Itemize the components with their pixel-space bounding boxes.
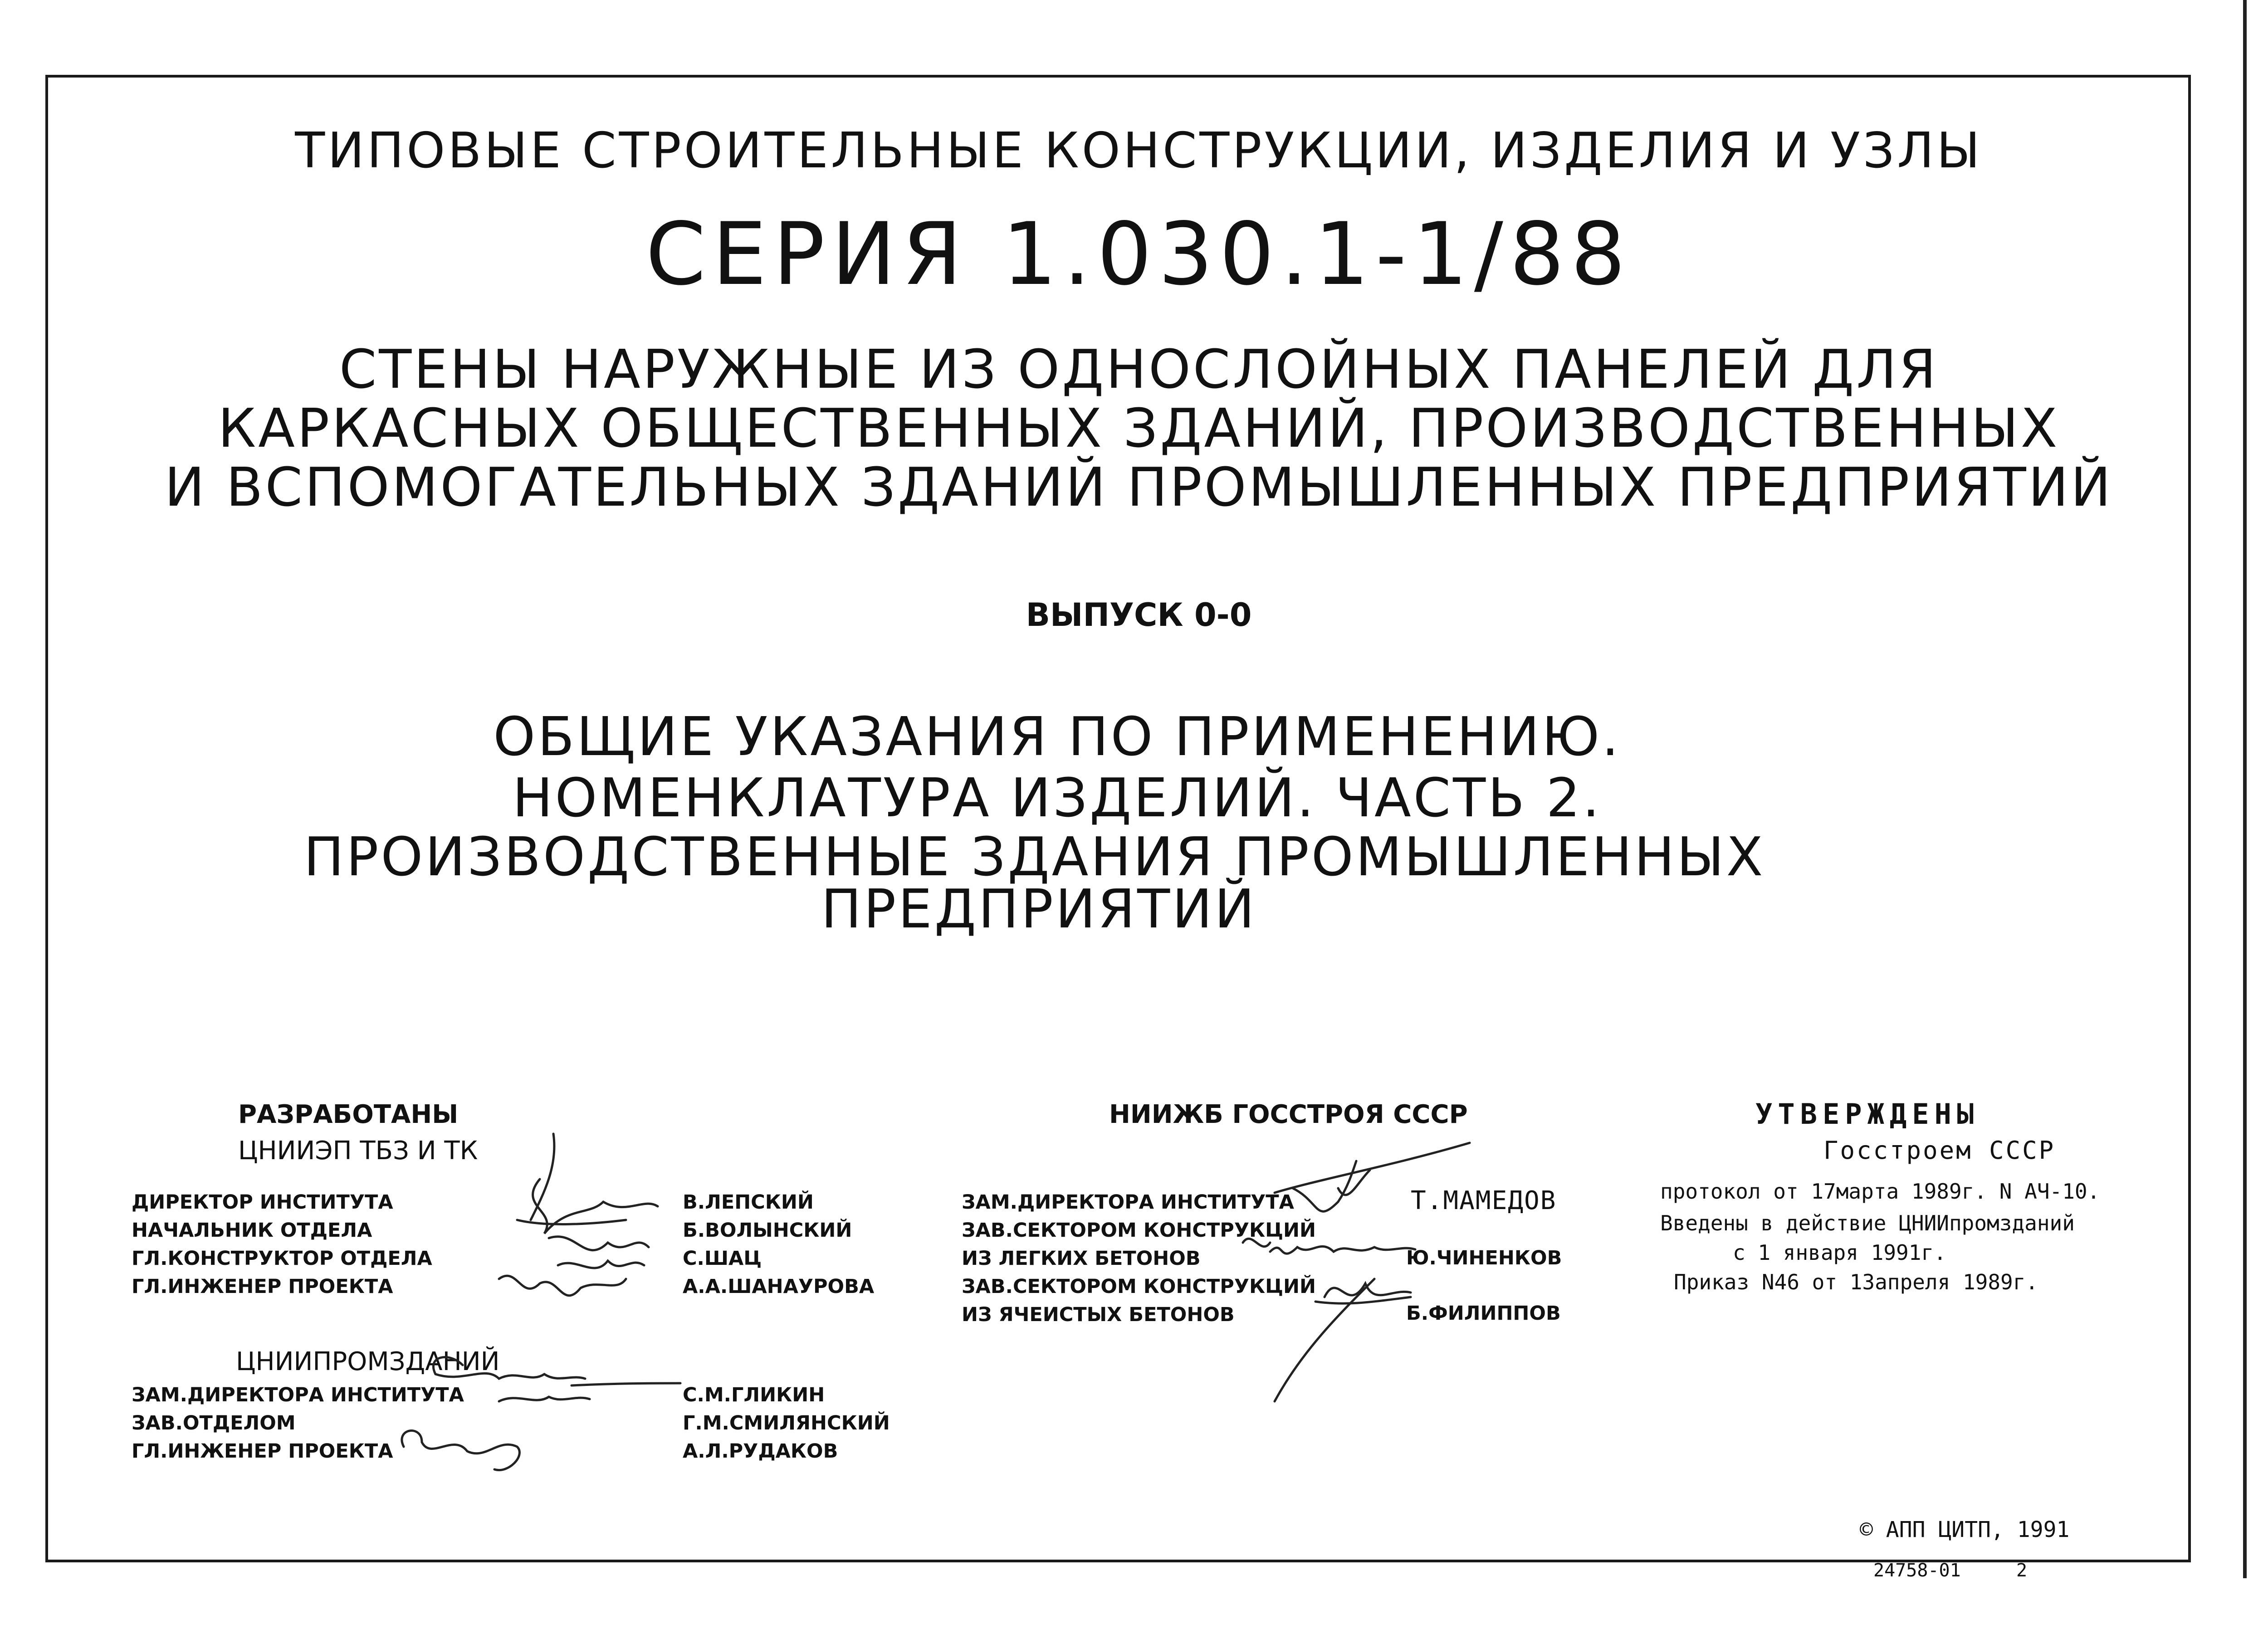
- niizhb-name-1: Т.МАМЕДОВ: [1411, 1186, 1557, 1215]
- approved-by: Госстроем СССР: [1823, 1136, 2056, 1165]
- developed-heading: РАЗРАБОТАНЫ: [238, 1100, 459, 1129]
- role: ИЗ ЛЕГКИХ БЕТОНОВ: [962, 1247, 1201, 1270]
- role: ЗАМ.ДИРЕКТОРА ИНСТИТУТА: [962, 1191, 1294, 1214]
- second-org-name: ЦНИИПРОМЗДАНИЙ: [236, 1347, 500, 1376]
- name: С.ШАЦ: [683, 1247, 762, 1270]
- role: ЗАВ.СЕКТОРОМ КОНСТРУКЦИЙ: [962, 1219, 1316, 1242]
- series-title: СЕРИЯ 1.030.1-1/88: [645, 204, 1632, 304]
- role: ДИРЕКТОР ИНСТИТУТА: [132, 1191, 393, 1214]
- signature-group-2: [381, 1347, 689, 1483]
- developed-roles: [132, 1188, 432, 1301]
- copyright: © АПП ЦИТП, 1991: [1860, 1517, 2070, 1542]
- role: ГЛ.ИНЖЕНЕР ПРОЕКТА: [132, 1275, 393, 1298]
- name: Г.М.СМИЛЯНСКИЙ: [683, 1412, 890, 1434]
- niizhb-name-3: Б.ФИЛИППОВ: [1406, 1302, 1561, 1325]
- approved-enacted: Введены в действие ЦНИИпромзданий: [1660, 1211, 2075, 1235]
- name: А.Л.РУДАКОВ: [683, 1440, 838, 1463]
- signature-group-3: [1202, 1134, 1483, 1406]
- signature-group-1: [490, 1129, 689, 1320]
- issue-title-line-4: ПРЕДПРИЯТИЙ: [821, 878, 1257, 940]
- approved-protocol: протокол от 17марта 1989г. N АЧ-10.: [1660, 1179, 2100, 1204]
- role: ЗАВ.СЕКТОРОМ КОНСТРУКЦИЙ: [962, 1275, 1316, 1298]
- developed-names: [683, 1188, 874, 1301]
- issue-title-line-3: ПРОИЗВОДСТВЕННЫЕ ЗДАНИЯ ПРОМЫШЛЕННЫХ: [303, 825, 1765, 888]
- approved-heading: УТВЕРЖДЕНЫ: [1755, 1097, 1980, 1131]
- role: ЗАВ.ОТДЕЛОМ: [132, 1412, 296, 1434]
- header-line: ТИПОВЫЕ СТРОИТЕЛЬНЫЕ КОНСТРУКЦИИ, ИЗДЕЛИЯ И УЗЛЫ: [295, 122, 1983, 179]
- role: ЗАМ.ДИРЕКТОРА ИНСТИТУТА: [132, 1384, 464, 1406]
- name: Б.ВОЛЫНСКИЙ: [683, 1219, 852, 1242]
- issue-title-line-1: ОБЩИЕ УКАЗАНИЯ ПО ПРИМЕНЕНИЮ.: [493, 705, 1621, 768]
- binding-edge-top: [2243, 0, 2247, 73]
- name: В.ЛЕПСКИЙ: [683, 1191, 814, 1214]
- subject-line-1: СТЕНЫ НАРУЖНЫЕ ИЗ ОДНОСЛОЙНЫХ ПАНЕЛЕЙ ДЛЯ: [339, 338, 1939, 400]
- document-code: 24758-01: [1873, 1560, 1961, 1581]
- role: ИЗ ЯЧЕИСТЫХ БЕТОНОВ: [962, 1303, 1235, 1326]
- approved-order: Приказ N46 от 13апреля 1989г.: [1674, 1270, 2038, 1294]
- role: ГЛ.ИНЖЕНЕР ПРОЕКТА: [132, 1440, 393, 1463]
- niizhb-heading: НИИЖБ ГОССТРОЯ СССР: [1109, 1100, 1468, 1129]
- issue-number: ВЫПУСК 0-0: [1026, 596, 1252, 634]
- role: ГЛ.КОНСТРУКТОР ОТДЕЛА: [132, 1247, 432, 1270]
- niizhb-name-2: Ю.ЧИНЕНКОВ: [1406, 1247, 1562, 1269]
- issue-title-line-2: НОМЕНКЛАТУРА ИЗДЕЛИЙ. ЧАСТЬ 2.: [512, 766, 1602, 829]
- approved-date: с 1 января 1991г.: [1733, 1240, 1946, 1265]
- developed-org: ЦНИИЭП ТБЗ И ТК: [238, 1136, 478, 1166]
- role: НАЧАЛЬНИК ОТДЕЛА: [132, 1219, 372, 1242]
- name: С.М.ГЛИКИН: [683, 1384, 825, 1406]
- subject-line-2: КАРКАСНЫХ ОБЩЕСТВЕННЫХ ЗДАНИЙ, ПРОИЗВОДСТВЕННЫХ: [218, 397, 2060, 459]
- second-org-names: [683, 1381, 890, 1465]
- name: А.А.ШАНАУРОВА: [683, 1275, 875, 1298]
- page-number: 2: [2016, 1560, 2028, 1581]
- subject-line-3: И ВСПОМОГАТЕЛЬНЫХ ЗДАНИЙ ПРОМЫШЛЕННЫХ ПРЕДПРИЯТИЙ: [164, 456, 2113, 518]
